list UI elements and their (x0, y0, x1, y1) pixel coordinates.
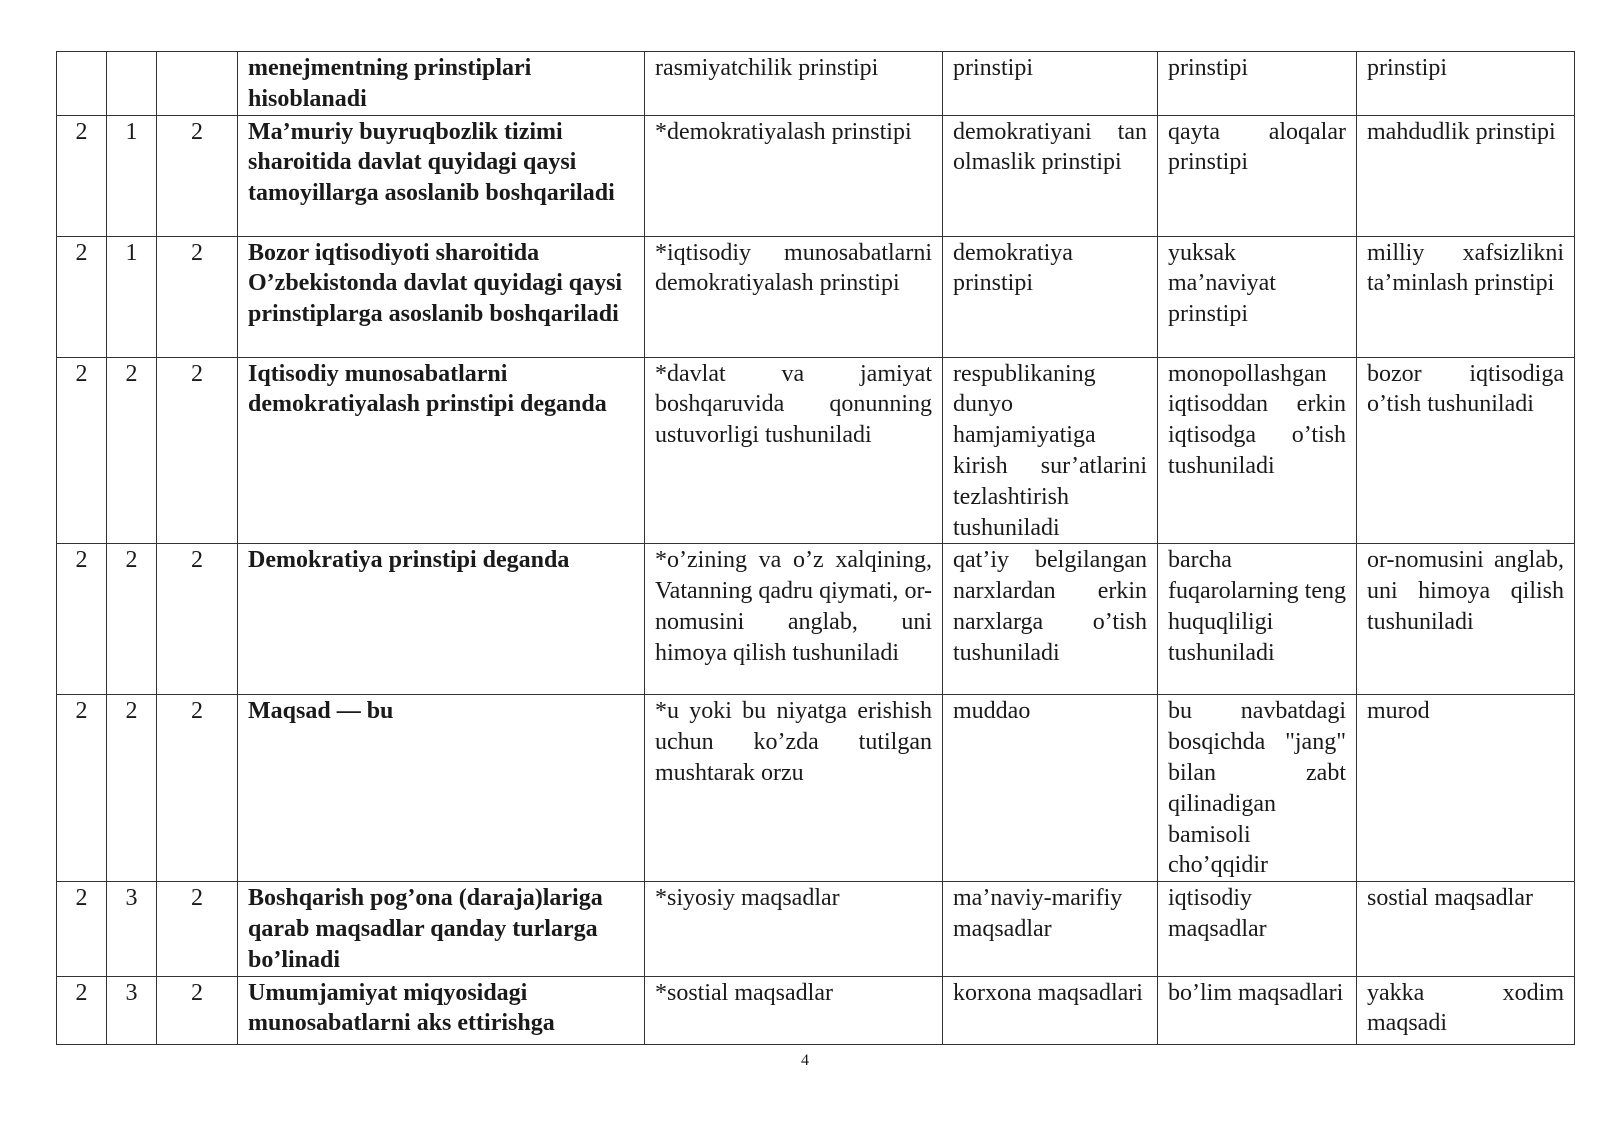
option-2-cell: demokratiya prinstipi (943, 236, 1158, 357)
document-page (56, 51, 1574, 1045)
page-number: 4 (801, 1052, 809, 1069)
cell-col1: 2 (57, 976, 107, 1044)
option-4-cell: bozor iqtisodiga o’tish tushuniladi (1357, 357, 1575, 544)
cell-col2: 1 (107, 115, 157, 236)
question-cell: Boshqarish pog’ona (daraja)lariga qarab maqsadlar qanday turlarga bo’linadi (238, 882, 645, 976)
cell-col3: 2 (157, 976, 238, 1044)
table-row (57, 544, 1575, 695)
question-cell: menejmentning prinstiplari hisoblanadi (238, 52, 645, 116)
option-2-cell: korxona maqsadlari (943, 976, 1158, 1044)
question-cell: Demokratiya prinstipi deganda (238, 544, 645, 695)
correct-answer-cell: *demokratiyalash prinstipi (645, 115, 943, 236)
question-cell: Umumjamiyat miqyosidagi munosabatlarni aks ettirishga (238, 976, 645, 1044)
correct-answer-cell: *u yoki bu niyatga erishish uchun ko’zda tutilgan mushtarak orzu (645, 695, 943, 882)
correct-answer-cell: *davlat va jamiyat boshqaruvida qonunning ustuvorligi tushuniladi (645, 357, 943, 544)
option-4-cell: sostial maqsadlar (1357, 882, 1575, 976)
option-3-cell: barcha fuqarolarning teng huquqliligi tushuniladi (1158, 544, 1357, 695)
option-2-cell: muddao (943, 695, 1158, 882)
option-2-cell: respublikaning dunyo hamjamiyatiga kirish sur’atlarini tezlashtirish tushuniladi (943, 357, 1158, 544)
option-2-cell: prinstipi (943, 52, 1158, 116)
question-cell: Bozor iqtisodiyoti sharoitida O’zbekistonda davlat quyidagi qaysi prinstiplarga asoslanib boshqariladi (238, 236, 645, 357)
cell-col2 (107, 52, 157, 116)
cell-col1: 2 (57, 357, 107, 544)
option-3-cell: bu navbatdagi bosqichda "jang" bilan zabt qilinadigan bamisoli cho’qqidir (1158, 695, 1357, 882)
option-4-cell: or-nomusini anglab, uni himoya qilish tushuniladi (1357, 544, 1575, 695)
cell-col1: 2 (57, 236, 107, 357)
table-row (57, 236, 1575, 357)
option-3-cell: iqtisodiy maqsadlar (1158, 882, 1357, 976)
correct-answer-cell: *iqtisodiy munosabatlarni demokratiyalash prinstipi (645, 236, 943, 357)
option-3-cell: bo’lim maqsadlari (1158, 976, 1357, 1044)
table-row (57, 695, 1575, 882)
cell-col2: 3 (107, 882, 157, 976)
cell-col3: 2 (157, 115, 238, 236)
cell-col2: 2 (107, 695, 157, 882)
correct-answer-cell: rasmiyatchilik prinstipi (645, 52, 943, 116)
option-3-cell: qayta aloqalar prinstipi (1158, 115, 1357, 236)
question-cell: Iqtisodiy munosabatlarni demokratiyalash prinstipi deganda (238, 357, 645, 544)
cell-col1 (57, 52, 107, 116)
correct-answer-cell: *sostial maqsadlar (645, 976, 943, 1044)
correct-answer-cell: *o’zining va o’z xalqining, Vatanning qadru qiymati, or-nomusini anglab, uni himoya qilish tushuniladi (645, 544, 943, 695)
option-2-cell: demokratiyani tan olmaslik prinstipi (943, 115, 1158, 236)
table-row (57, 976, 1575, 1044)
cell-col3: 2 (157, 695, 238, 882)
cell-col3: 2 (157, 357, 238, 544)
option-4-cell: yakka xodim maqsadi (1357, 976, 1575, 1044)
option-4-cell: murod (1357, 695, 1575, 882)
option-3-cell: prinstipi (1158, 52, 1357, 116)
cell-col1: 2 (57, 882, 107, 976)
test-questions-table (56, 51, 1575, 1045)
cell-col3: 2 (157, 544, 238, 695)
option-4-cell: milliy xafsizlikni ta’minlash prinstipi (1357, 236, 1575, 357)
table-row (57, 52, 1575, 116)
cell-col3: 2 (157, 236, 238, 357)
table-row (57, 115, 1575, 236)
option-4-cell: prinstipi (1357, 52, 1575, 116)
cell-col3: 2 (157, 882, 238, 976)
cell-col1: 2 (57, 544, 107, 695)
cell-col2: 1 (107, 236, 157, 357)
cell-col2: 2 (107, 357, 157, 544)
option-4-cell: mahdudlik prinstipi (1357, 115, 1575, 236)
correct-answer-cell: *siyosiy maqsadlar (645, 882, 943, 976)
option-2-cell: qat’iy belgilangan narxlardan erkin narxlarga o’tish tushuniladi (943, 544, 1158, 695)
question-cell: Maqsad — bu (238, 695, 645, 882)
cell-col2: 2 (107, 544, 157, 695)
cell-col1: 2 (57, 695, 107, 882)
option-3-cell: monopollashgan iqtisoddan erkin iqtisodga o’tish tushuniladi (1158, 357, 1357, 544)
option-2-cell: ma’naviy-marifiy maqsadlar (943, 882, 1158, 976)
question-cell: Ma’muriy buyruqbozlik tizimi sharoitida davlat quyidagi qaysi tamoyillarga asoslanib boshqariladi (238, 115, 645, 236)
option-3-cell: yuksak ma’naviyat prinstipi (1158, 236, 1357, 357)
cell-col3 (157, 52, 238, 116)
table-row (57, 882, 1575, 976)
cell-col1: 2 (57, 115, 107, 236)
table-row (57, 357, 1575, 544)
cell-col2: 3 (107, 976, 157, 1044)
